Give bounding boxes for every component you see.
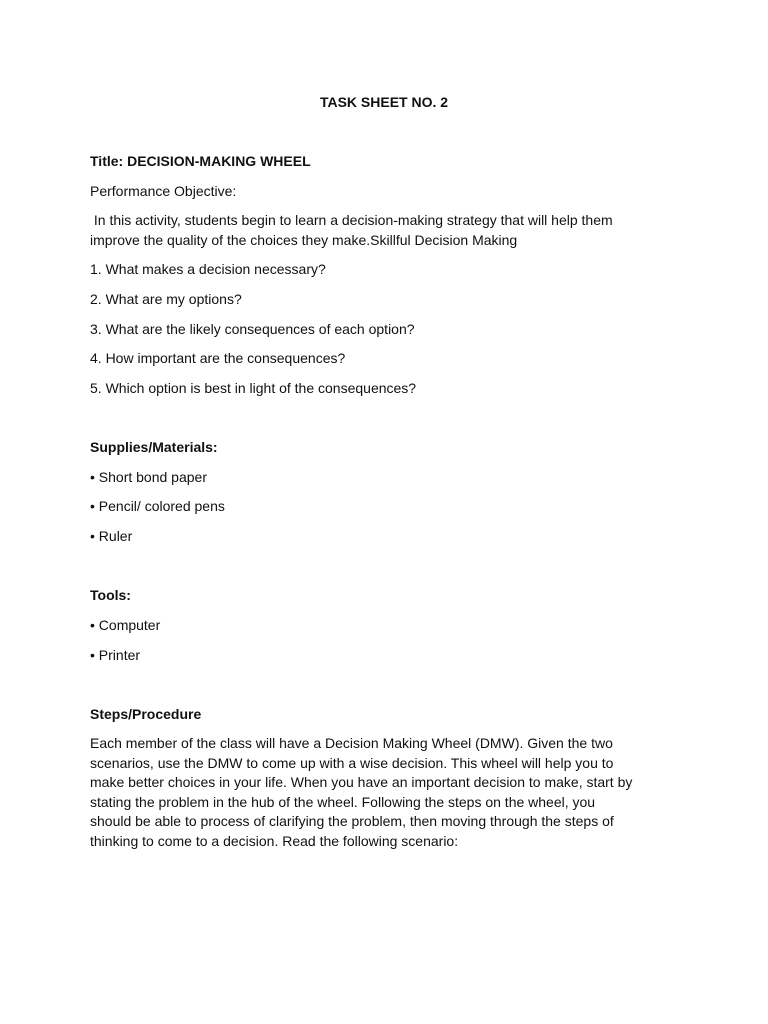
tool-item-printer: • Printer [90,647,141,663]
tool-item-computer: • Computer [90,617,161,633]
question-5: 5. Which option is best in light of the consequences? [90,380,417,396]
steps-line-1: Each member of the class will have a Decision Making Wheel (DMW). Given the two [90,735,613,751]
steps-line-4: stating the problem in the hub of the wheel. Following the steps on the wheel, you [90,794,596,810]
supply-item-pencil-pens: • Pencil/ colored pens [90,498,225,514]
performance-objective-label: Performance Objective: [90,183,237,199]
steps-line-3: make better choices in your life. When you have an important decision to make, start by [90,774,633,790]
task-sheet-heading: TASK SHEET NO. 2 [319,94,449,110]
question-3: 3. What are the likely consequences of each option? [90,321,415,337]
supply-item-bond-paper: • Short bond paper [90,469,207,485]
steps-line-2: scenarios, use the DMW to come up with a wise decision. This wheel will help you to [90,755,614,771]
intro-line-2: improve the quality of the choices they make.Skillful Decision Making [90,232,518,248]
question-2: 2. What are my options? [90,291,242,307]
question-4: 4. How important are the consequences? [90,350,346,366]
tools-heading: Tools: [90,587,131,603]
supply-item-ruler: • Ruler [90,528,133,544]
steps-line-5: should be able to process of clarifying the problem, then moving through the steps of [90,813,614,829]
question-1: 1. What makes a decision necessary? [90,261,326,277]
steps-heading: Steps/Procedure [90,706,202,722]
intro-line-1: In this activity, students begin to learn a decision-making strategy that will help them [90,212,613,228]
document-title: Title: DECISION-MAKING WHEEL [90,153,311,169]
steps-line-6: thinking to come to a decision. Read the following scenario: [90,833,459,849]
supplies-heading: Supplies/Materials: [90,439,218,455]
